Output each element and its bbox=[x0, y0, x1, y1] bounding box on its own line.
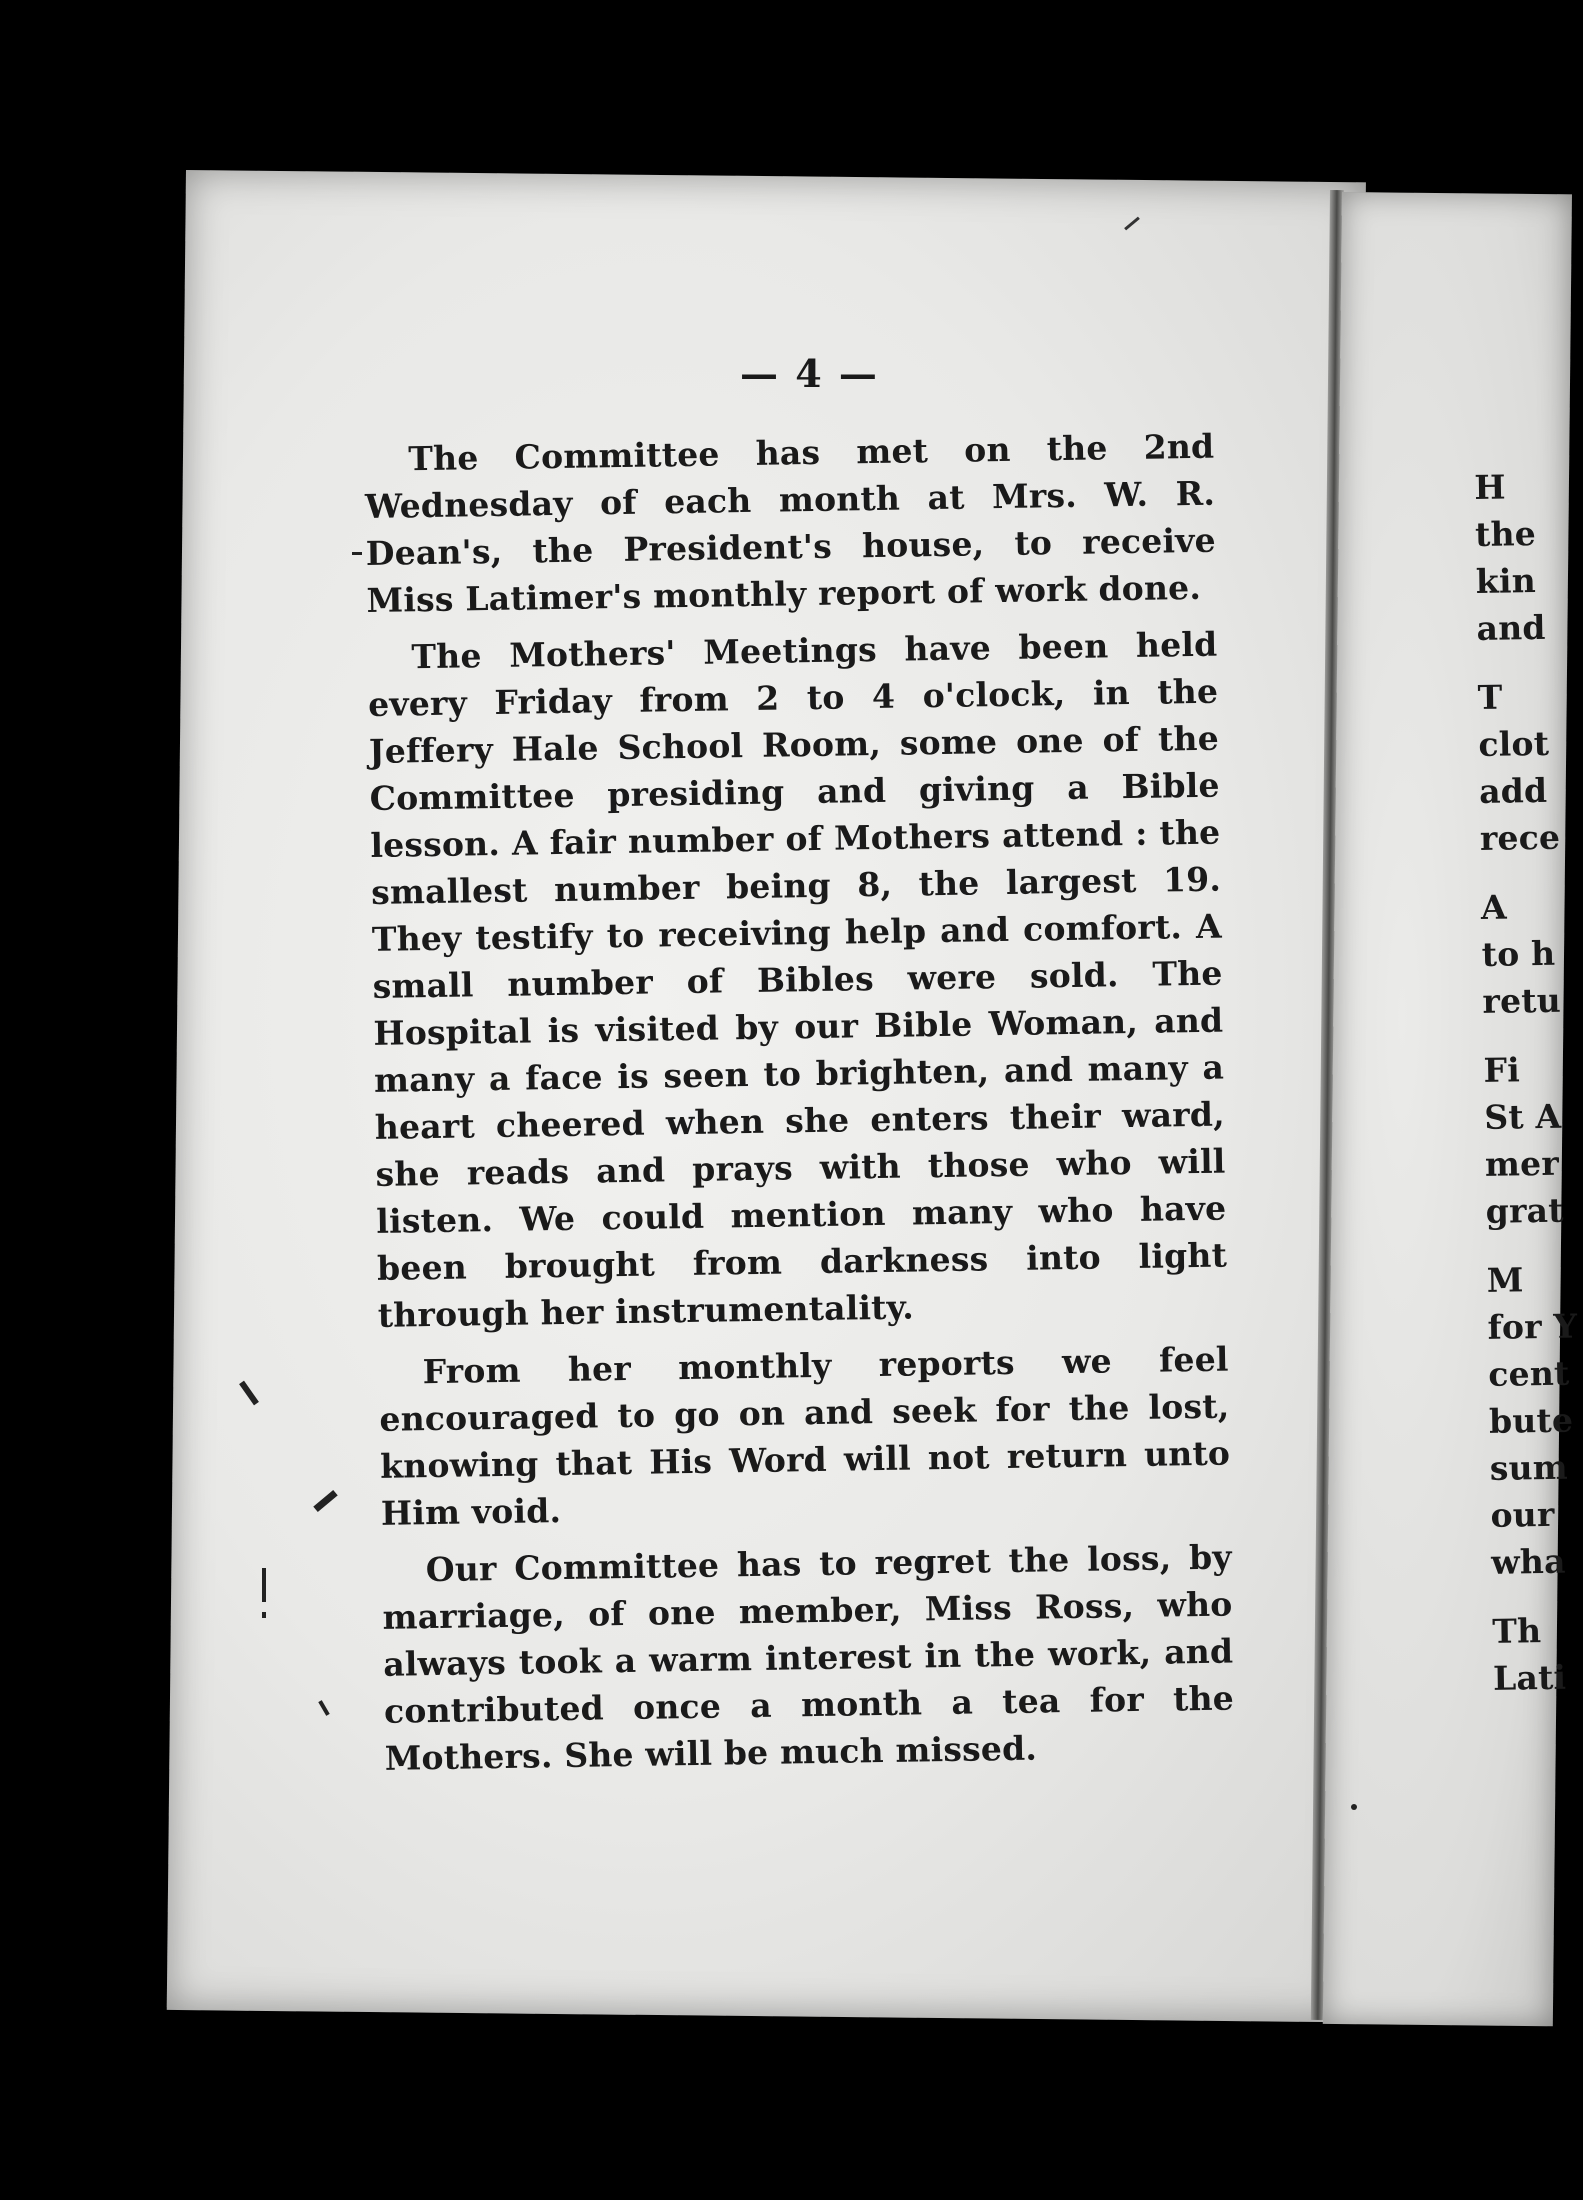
right-fragment: clot bbox=[1478, 723, 1550, 764]
right-fragment: Fi bbox=[1483, 1050, 1521, 1090]
right-fragment: bute bbox=[1488, 1400, 1574, 1441]
margin-mark bbox=[352, 552, 362, 555]
right-fragment: wha bbox=[1490, 1541, 1566, 1582]
right-fragment: cent bbox=[1487, 1353, 1570, 1394]
right-fragment: the bbox=[1474, 514, 1537, 554]
right-fragment: mer bbox=[1484, 1143, 1560, 1184]
right-fragment: grat bbox=[1485, 1190, 1564, 1231]
right-fragment: Lati bbox=[1492, 1657, 1567, 1698]
right-fragment: St A bbox=[1483, 1096, 1562, 1137]
right-fragment: H bbox=[1474, 467, 1507, 507]
right-fragment: M bbox=[1486, 1260, 1524, 1300]
paragraph-monthly-reports: From her monthly reports we feel encouraged to go on and seek for the lost, knowing that His Word will not return unto Him void. bbox=[379, 1339, 1231, 1533]
margin-mark bbox=[262, 1612, 266, 1618]
right-fragment: Th bbox=[1492, 1611, 1542, 1651]
paragraph-committee: The Committee has met on the 2nd Wednesday of each month at Mrs. W. R. Dean's, the President's house, to receive Miss Latimer's monthly report of work done. bbox=[364, 426, 1217, 620]
right-fragment: T bbox=[1477, 677, 1503, 717]
right-fragment: kin bbox=[1475, 561, 1537, 601]
right-fragment: rece bbox=[1479, 817, 1561, 858]
right-fragment: for Y bbox=[1487, 1306, 1578, 1347]
margin-mark bbox=[262, 1568, 266, 1602]
right-fragment: and bbox=[1476, 607, 1546, 648]
right-fragment: our bbox=[1490, 1494, 1555, 1535]
paragraph-committee-loss: Our Committee has to regret the loss, by marriage, of one member, Miss Ross, who always took a warm interest in the work, and contributed once a month a tea for the Mothers. She will be much missed. bbox=[382, 1537, 1235, 1778]
page-number: — 4 — bbox=[740, 351, 879, 396]
right-fragment: retu bbox=[1482, 980, 1562, 1021]
right-fragment: add bbox=[1478, 770, 1548, 811]
right-fragment: sum bbox=[1489, 1447, 1569, 1488]
right-fragment: A bbox=[1480, 887, 1508, 927]
right-fragment: to h bbox=[1481, 933, 1556, 974]
body-text bbox=[364, 423, 1235, 1792]
margin-mark bbox=[1351, 1804, 1357, 1810]
paragraph-mothers-meetings: The Mothers' Meetings have been held every Friday from 2 to 4 o'clock, in the Jeffery Hale School Room, some one of the Committee presiding and giving a Bible lesson. A fair number of Mothers attend : the smallest number being 8, the largest 19. They testify to receiving help and comfort. A small number of Bibles were sold. The Hospital is visited by our Bible Woman, and many a face is seen to brighten, and many a heart cheered when she enters their ward, she reads and prays with those who will listen. We could mention many who have been brought from darkness into light through her instrumentality. bbox=[367, 624, 1228, 1335]
